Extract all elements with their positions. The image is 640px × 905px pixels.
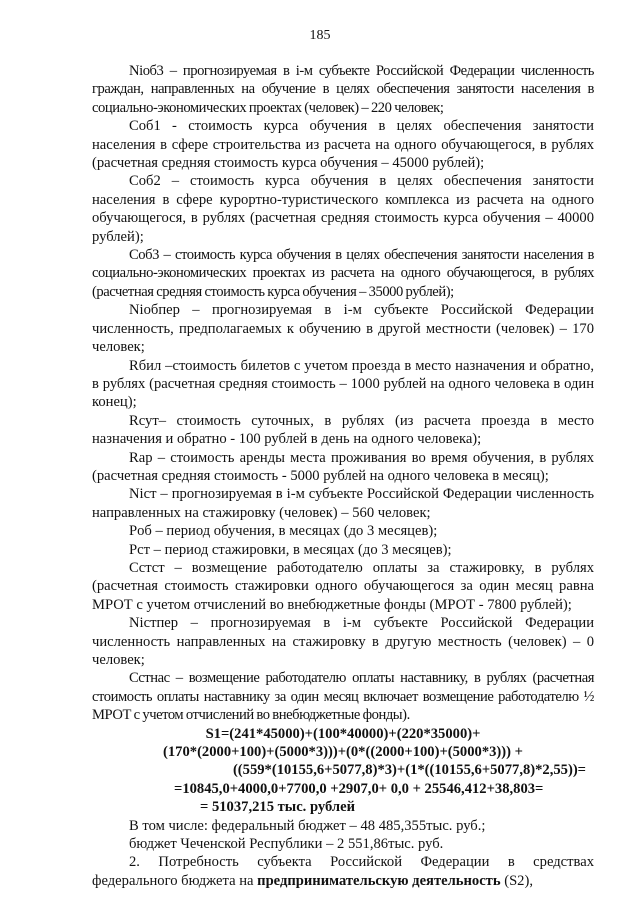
paragraph-c-stnas: Cстнас – возмещение работодателю оплаты наставнику, в рублях (расчетная стоимость оплаты наставнику за один месяц включает возмещение работодателю ½ МРОТ с учетом отчислений во внебюджетные фонды). — [92, 670, 594, 724]
paragraph-p-ob: Pоб – период обучения, в месяцах (до 3 месяцев); — [129, 523, 438, 540]
paragraph-r-ap: Rар – стоимость аренды места проживания во время обучения, в рублях (расчетная средняя стоимость - 5000 рублей на одного человека в месяц); — [92, 449, 594, 484]
formula-result: = 51037,215 тыс. рублей — [200, 799, 356, 816]
section-2-bold-term: предпринимательскую деятельность — [257, 872, 501, 889]
formula-line-4: =10845,0+4000,0+7700,0 +2907,0+ 0,0 + 25546,412+38,803= — [174, 780, 544, 797]
paragraph-c-ob3: Cоб3 – стоимость курса обучения в целях обеспечения занятости населения в социально-экономических проектах из расчета на одного обучающегося, в рублях (расчетная средняя стоимость курса обучения – 35000 рублей); — [92, 247, 594, 300]
paragraph-p-st: Pст – период стажировки, в месяцах (до 3 месяцев); — [129, 541, 452, 558]
section-2-paragraph — [92, 853, 594, 890]
paragraph-r-bil: Rбил –стоимость билетов с учетом проезда в место назначения и обратно, в рублях (расчетная средняя стоимость – 1000 рублей на одного человека в один конец); — [92, 357, 594, 411]
paragraph-n-ist: Nіст – прогнозируемая в і-м субъекте Российской Федерации численность направленных на стажировку (человек) – 560 человек; — [92, 486, 594, 521]
formula-line-1: S1=(241*45000)+(100*40000)+(220*35000)+ — [205, 725, 481, 742]
section-2-text-before: 2. Потребность субъекта Российской Федерации в средствах федерального бюджета на — [92, 854, 594, 889]
formula-line-3: ((559*(10155,6+5077,8)*3)+(1*((10155,6+5077,8)*2,55))= — [232, 762, 586, 779]
paragraph-c-ob1: Cоб1 - стоимость курса обучения в целях обеспечения занятости населения в сфере строительства из расчета на одного обучающегося, в рублях (расчетная средняя стоимость курса обучения – 45000 рублей); — [92, 118, 594, 172]
document-body — [92, 62, 594, 890]
total-federal-budget: В том числе: федеральный бюджет – 48 485,355тыс. руб.; — [129, 817, 486, 834]
formula-line-2: (170*(2000+100)+(5000*3)))+(0*((2000+100)+(5000*3))) + — [163, 744, 523, 761]
formula-block — [92, 725, 594, 817]
paragraph-n-istper: Nістпер – прогнозируемая в і-м субъекте Российской Федерации численность направленных на стажировку в другую местность (человек) – 0 человек; — [92, 615, 594, 668]
paragraph-r-sut: Rсут– стоимость суточных, в рублях (из расчета проезда в место назначения и обратно - 100 рублей в день на одного человека); — [92, 412, 594, 448]
section-2-text-after: (S2), — [500, 872, 533, 889]
paragraph-c-ob2: Cоб2 – стоимость курса обучения в целях обеспечения занятости населения в сфере курортно-туристического комплекса из расчета на одного обучающегося, в рублях (расчетная средняя стоимость курса обучения – 40000 рублей); — [92, 173, 594, 245]
paragraph-c-stst: Cстст – возмещение работодателю оплаты за стажировку, в рублях (расчетная стоимость стажировки одного обучающегося за один месяц равна МРОТ с учетом отчислений во внебюджетные фонды (МРОТ - 7800 рублей); — [92, 559, 594, 613]
paragraph-n-iob3: Nіоб3 – прогнозируемая в і-м субъекте Российской Федерации численность граждан, направленных на обучение в целях обеспечения занятости населения в социально-экономических проектах (человек) – 220 человек; — [92, 63, 594, 116]
page-number: 185 — [309, 28, 331, 43]
total-regional-budget: бюджет Чеченской Республики – 2 551,86тыс. руб. — [129, 836, 444, 853]
paragraph-n-iobper: Nіобпер – прогнозируемая в і-м субъекте Российской Федерации численность, предполагаемых к обучению в другой местности (человек) – 170 человек; — [92, 302, 594, 356]
